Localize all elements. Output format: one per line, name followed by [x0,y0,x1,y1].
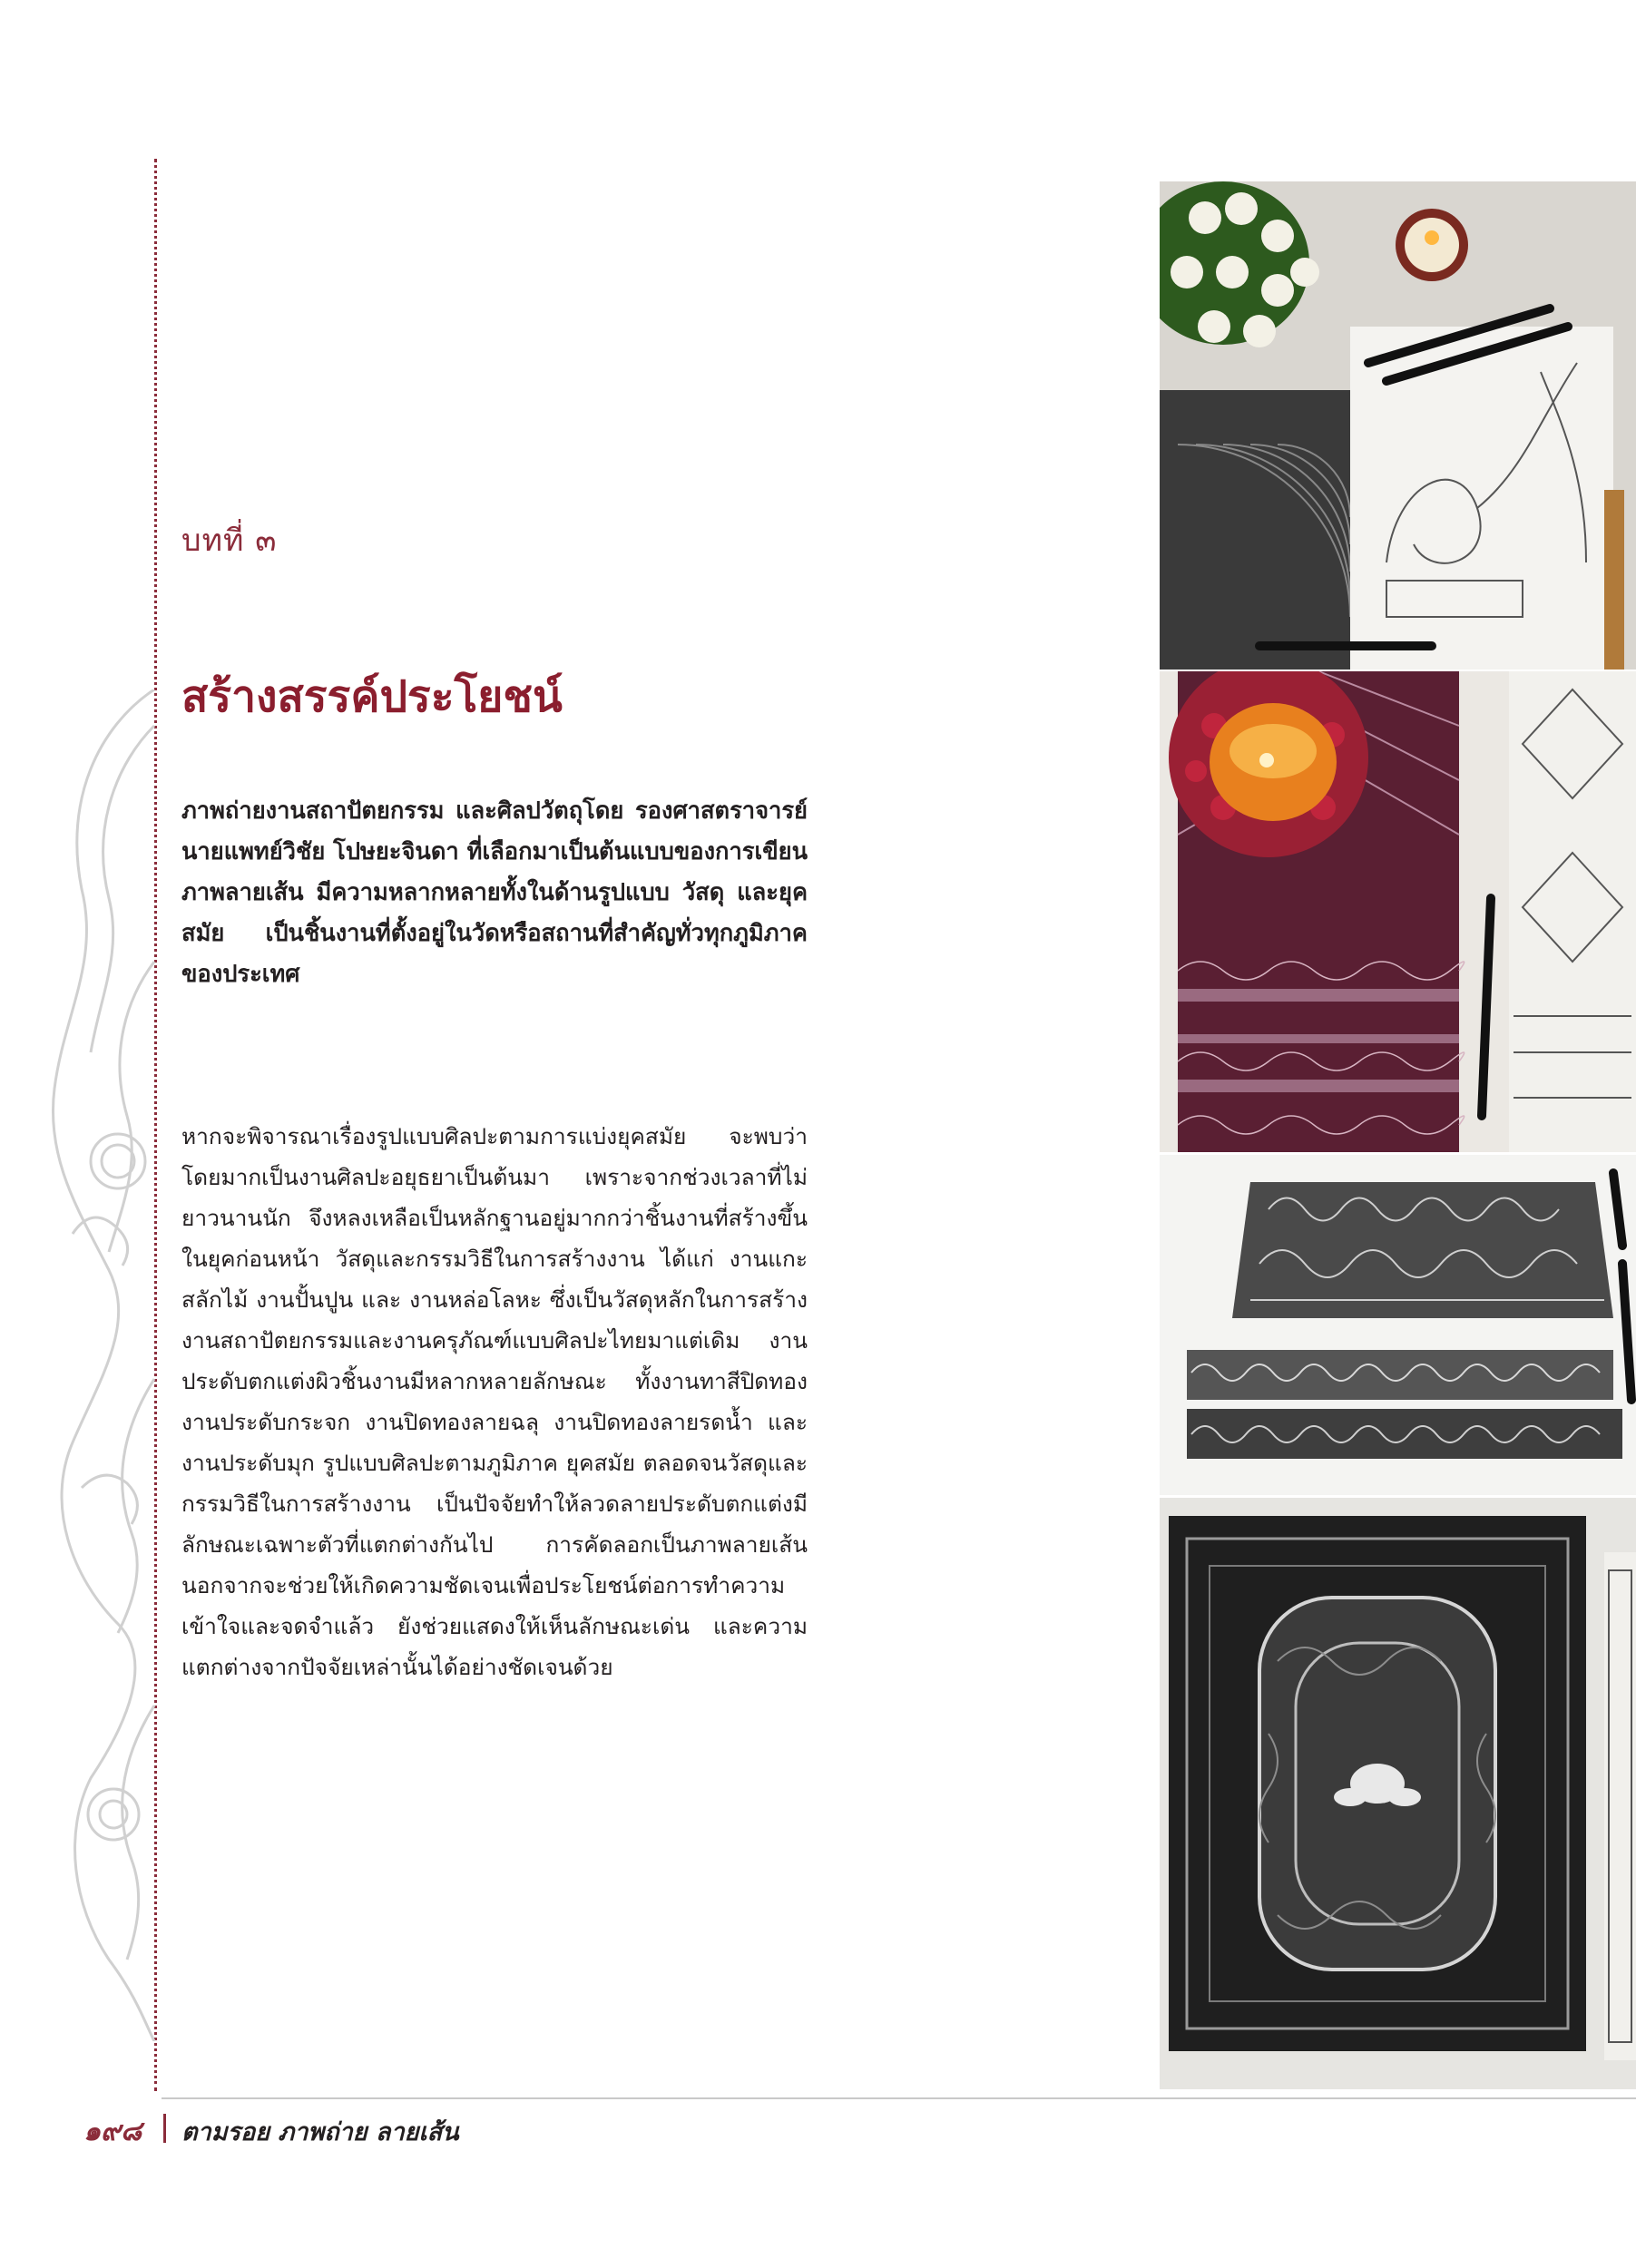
photo-ornate-panel-drawing [1160,1498,1636,2089]
photo-column [1160,181,1636,2089]
thai-ornament-decoration [45,689,159,2041]
body-paragraph: หากจะพิจารณาเรื่องรูปแบบศิลปะตามการแบ่งยุคสมัย จะพบว่าโดยมากเป็นงานศิลปะอยุธยาเป็นต้นมา เพราะจากช่วงเวลาที่ไม่ยาวนานนัก จึงหลงเหลือเป็นหลักฐานอยู่มากกว่าชิ้นงานที่สร้างขึ้นในยุคก่อนหน้า วัสดุและกรรมวิธีในการสร้างงาน ได้แก่ งานแกะสลักไม้ งานปั้นปูน และ งานหล่อโลหะ ซึ่งเป็นวัสดุหลักในการสร้างงานสถาปัตยกรรมและงานครุภัณฑ์แบบศิลปะไทยมาแต่เดิม งานประดับตกแต่งผิวชิ้นงานมีหลากหลายลักษณะ ทั้งงานทาสีปิดทอง งานประดับกระจก งานปิดทองลายฉลุ งานปิดทองลายรดน้ำ และงานประดับมุก รูปแบบศิลปะตามภูมิภาค ยุคสมัย ตลอดจนวัสดุและกรรมวิธีในการสร้างงาน เป็นปัจจัยทำให้ลวดลายประดับตกแต่งมีลักษณะเฉพาะตัวที่แตกต่างกันไป การคัดลอกเป็นภาพลายเส้น นอกจากจะช่วยให้เกิดความชัดเจนเพื่อประโยชน์ต่อการทำความเข้าใจและจดจำแล้ว ยังช่วยแสดงให้เห็นลักษณะเด่น และความแตกต่างจากปัจจัยเหล่านั้นได้อย่างชัดเจนด้วย [181,1123,808,1680]
photo-line-drawing-border [1160,1155,1636,1495]
chapter-label: บทที่ ๓ [181,523,278,559]
lead-paragraph: ภาพถ่ายงานสถาปัตยกรรม และศิลปวัตถุโดย รองศาสตราจารย์ นายแพทย์วิชัย โปษยะจินดา ที่เลือกมาเป็นต้นแบบของการเขียนภาพลายเส้น มีความหลากหลายทั้งในด้านรูปแบบ วัสดุ และยุคสมัย เป็นชิ้นงานที่ตั้งอยู่ในวัดหรือสถานที่สำคัญทั่วทุกภูมิภาคของประเทศ [181,797,808,988]
page-number: ๑๙๘ [83,2116,142,2147]
running-footer-title: ตามรอย ภาพถ่าย ลายเส้น [181,2118,459,2146]
footer-rule [162,2097,1636,2099]
photo-flowers-candle-sketch [1160,181,1636,670]
footer-separator [163,2114,166,2143]
page-title: สร้างสรรค์ประโยชน์ [181,671,563,722]
photo-textile-candle-pattern [1160,671,1636,1152]
